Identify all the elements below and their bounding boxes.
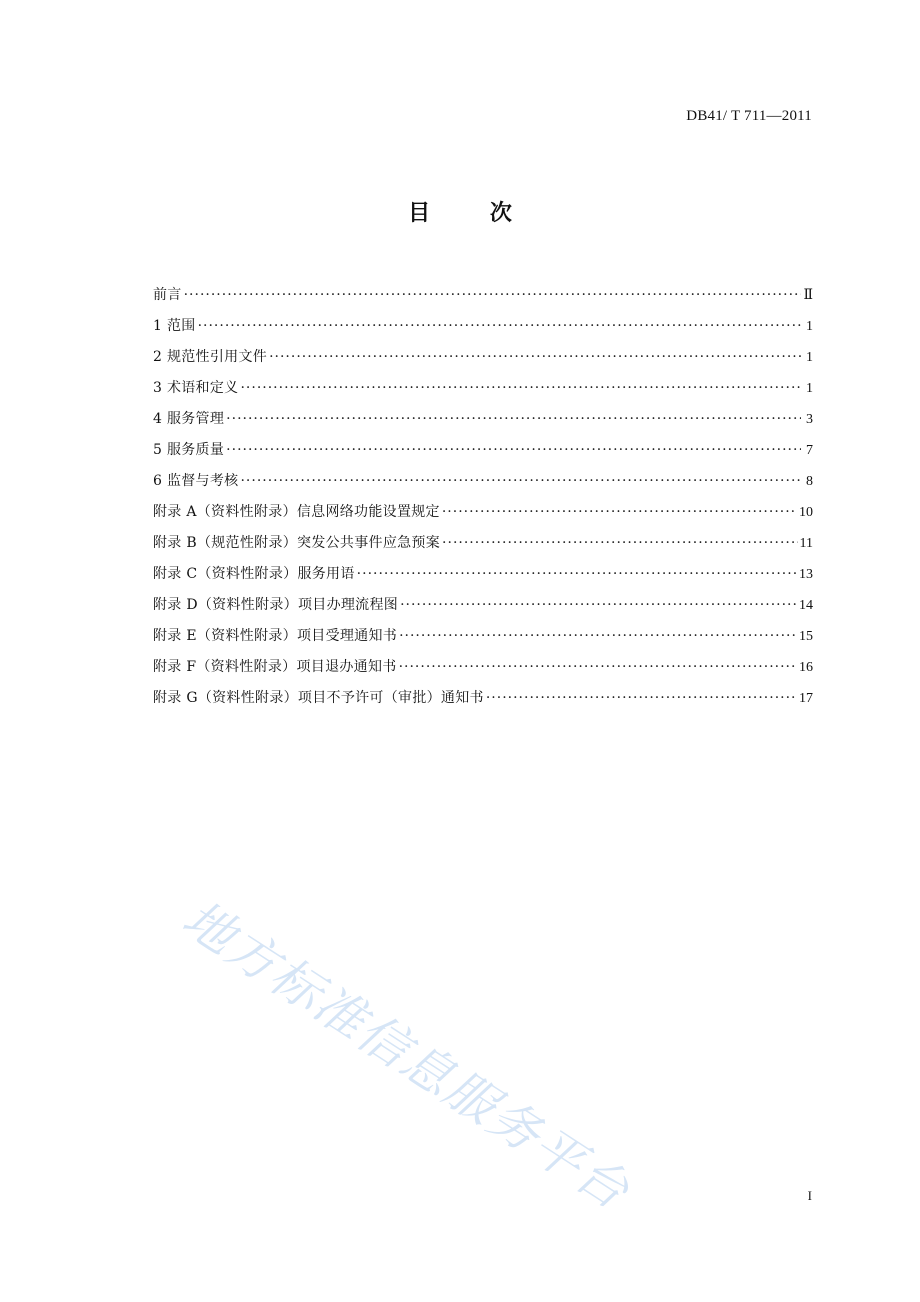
toc-entry-page: 1 — [806, 350, 813, 365]
table-of-contents — [153, 284, 813, 718]
toc-entry[interactable] — [153, 563, 813, 594]
toc-entry[interactable] — [153, 656, 813, 687]
toc-entry-label: 3 术语和定义 — [153, 380, 239, 396]
toc-entry[interactable] — [153, 346, 813, 377]
toc-entry-label: 4 服务管理 — [153, 411, 225, 427]
toc-entry-label: 前言 — [153, 287, 182, 303]
toc-entry-label: 附录 C（资料性附录）服务用语 — [153, 566, 355, 582]
toc-leader-dots — [269, 349, 801, 365]
toc-entry[interactable] — [153, 315, 813, 346]
toc-leader-dots — [442, 535, 797, 551]
page-number: I — [807, 1188, 812, 1203]
toc-entry-page: 10 — [799, 505, 813, 520]
toc-leader-dots — [486, 690, 797, 706]
toc-entry-label: 6 监督与考核 — [153, 473, 239, 489]
toc-entry-page: 15 — [799, 629, 813, 644]
toc-entry-label: 1 范围 — [153, 318, 196, 334]
toc-entry-label: 附录 B（规范性附录）突发公共事件应急预案 — [153, 535, 441, 551]
toc-entry-label: 附录 D（资料性附录）项目办理流程图 — [153, 597, 399, 613]
toc-entry-page: 8 — [806, 474, 813, 489]
page-title: 目 次 — [408, 201, 538, 226]
toc-entry[interactable] — [153, 408, 813, 439]
toc-leader-dots — [226, 411, 801, 427]
toc-entry-page: 1 — [806, 381, 813, 396]
watermark-text: 地方标准信息服务平台 — [172, 889, 641, 1222]
toc-entry-label: 2 规范性引用文件 — [153, 349, 268, 365]
toc-entry[interactable] — [153, 470, 813, 501]
toc-entry-page: 1 — [806, 319, 813, 334]
toc-entry-label: 5 服务质量 — [153, 442, 225, 458]
toc-entry-page: 3 — [806, 412, 813, 427]
toc-entry[interactable] — [153, 501, 813, 532]
toc-entry[interactable] — [153, 377, 813, 408]
toc-leader-dots — [240, 380, 801, 396]
toc-entry[interactable] — [153, 687, 813, 718]
toc-entry-page: Ⅱ — [803, 288, 813, 303]
toc-entry-label: 附录 F（资料性附录）项目退办通知书 — [153, 659, 397, 675]
toc-entry-page: 7 — [806, 443, 813, 458]
toc-entry-label: 附录 G（资料性附录）项目不予许可（审批）通知书 — [153, 690, 484, 706]
toc-entry-page: 16 — [799, 660, 813, 675]
toc-entry[interactable] — [153, 532, 813, 563]
standard-code: DB41/ T 711—2011 — [686, 108, 812, 124]
toc-leader-dots — [442, 504, 797, 520]
toc-entry-page: 14 — [799, 598, 813, 613]
toc-entry[interactable] — [153, 594, 813, 625]
toc-entry-label: 附录 A（资料性附录）信息网络功能设置规定 — [153, 504, 440, 520]
toc-entry[interactable] — [153, 625, 813, 656]
toc-leader-dots — [357, 566, 797, 582]
toc-entry-page: 11 — [799, 536, 813, 551]
toc-leader-dots — [399, 659, 797, 675]
toc-entry[interactable] — [153, 439, 813, 470]
toc-leader-dots — [240, 473, 801, 489]
toc-entry-label: 附录 E（资料性附录）项目受理通知书 — [153, 628, 398, 644]
toc-leader-dots — [198, 318, 801, 334]
toc-leader-dots — [184, 287, 801, 303]
toc-leader-dots — [226, 442, 801, 458]
toc-leader-dots — [399, 628, 797, 644]
toc-entry[interactable] — [153, 284, 813, 315]
toc-entry-page: 13 — [799, 567, 813, 582]
toc-entry-page: 17 — [799, 691, 813, 706]
toc-leader-dots — [400, 597, 797, 613]
